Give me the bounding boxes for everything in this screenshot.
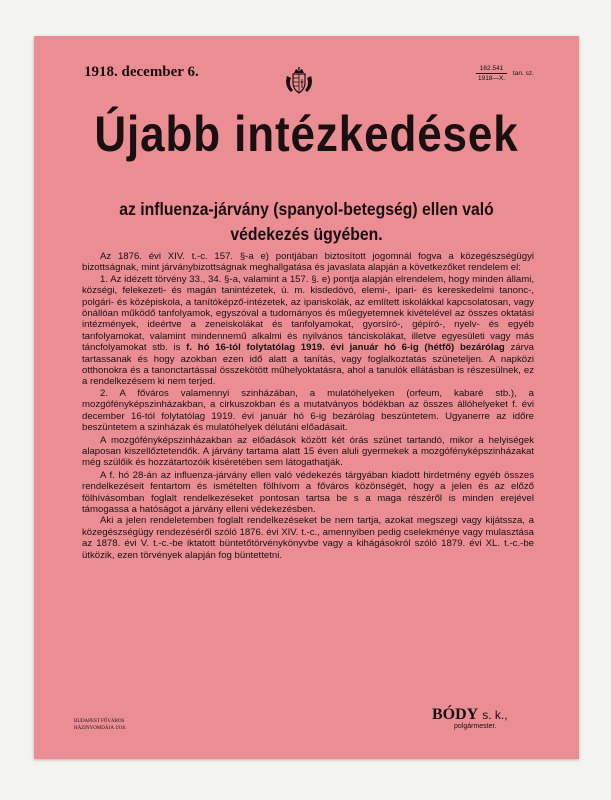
registration-suffix: tan. sz. [512,70,534,77]
printer-line-1: BUDAPEST FŐVÁROS [74,719,125,724]
poster-title: Újabb intézkedések [94,106,519,162]
paragraph-intro: Az 1876. évi XIV. t.-c. 157. §-a e) pontjában biztosított jogomnál fogva a közegészségügyi bizottságnak, mint járványbizottságnak meghallgatása és javaslata alapján a következőket rendelem el: [82,251,534,274]
paragraph-3: A mozgófényképszinházakban az előadások között két órás szünet tartandó, mikor a helyiségek alaposan kiszellőztetendők. A járvány tartama alatt 15 éven aluli gyermekek a mozgófényképszinházakat még szülőik és hozzátartozóik kiséretében sem látogathatják. [82,434,534,469]
subtitle-line-1: az influenza-járvány (spanyol-betegség) ellen való [119,199,494,219]
registration-number-top: 162.541 [476,64,507,74]
poster-subtitle [79,197,534,247]
subtitle-line-2: védekezés ügyében. [230,224,383,244]
signature-name: BÓDY [432,706,479,723]
paragraph-1-text-b: zárva tartassanak és hogy azokban ezen idő alatt a tanítás, vagy foglalkoztatás szüneteljen. A napközi otthonokra és a tanonctartással összekötött műhelyoktatásra, ahol a tanulók ellátásban is részesülnek, ez a rendelkezésem ki nem terjed. [82,342,534,388]
paragraph-1 [82,274,534,388]
signature-block [432,706,508,730]
paragraph-1-text-a: 1. Az idézett törvény 33., 34. §-a, valamint a 157. §. e) pontja alapján elrendelem, hogy minden állami, községi, felekezeti- és magán tanintézetek, ú. m. kisdedóvó, elemi-, ipari- és kereskedelmi tanonc-, polgári- és középiskola, a tanítóképző-intézetek, az ipariskolák, az említett iskolákkal kapcsolatosan, vagy önállóan működő tanfolyamok, egyszóval a tudományos és műegyetemnek kivételével az összes oktatási intézmények, ideértve a zeneiskolákat és tanfolyamokat, gyorsíró-, gépíró-, nyelv- és egyéb tanfolyamokat, valamint mindennemű alkalmi és nyilvános tánciskolákat, illetve egyesületi vagy más táncfolyamokat stb. is [82,273,534,354]
coat-of-arms-icon [284,67,314,95]
poster [34,36,579,759]
paragraph-4: A f. hó 28-án az influenza-járvány ellen való védekezés tárgyában kiadott hirdetmény egyéb összes rendelkezéseit fentartom és ismételten fölhívom a főváros közönségét, hogy a jelen és az előző fölhívásomban foglalt rendelkezéseket pontosan tartsa be s a maga részéről is minden erejével támogassa a hatóságot a járvány elleni védekezésben. [82,469,534,515]
paragraph-5: Aki a jelen rendeletemben foglalt rendelkezéseket be nem tartja, azokat megszegi vagy kijátssza, a közegészségügy rendezéséről szóló 1876. évi XIV. t.-c., amennyiben pedig cselekménye vagy mulasztása az 1878. évi V. t.-c.-be iktatott büntetőtörvénykönyvbe vagy a kihágásokról szóló 1879. évi XL. t.-c.-be ütközik, ezen törvények alapján fog büntettetni. [82,515,534,561]
registration-number [476,64,534,83]
registration-number-bottom: 1918—X. [478,75,506,82]
paragraph-2: 2. A főváros valamennyi szinházában, a mulatóhelyeken (orfeum, kabaré stb.), a mozgófényképszinházakban, a cirkuszokban és a mutatványos bódékban az összes állóhelyeket f. évi december 16-tól folytatólag 1919. évi január hó 6-ig bezárólag beszüntetem. Ugyanerre az időre beszüntetem a szinházak és mulatóhelyek délutáni előadásait. [82,387,534,434]
poster-date: 1918. december 6. [84,64,199,80]
printer-line-2: HÁZINYOMDÁJA 1918. [74,726,127,731]
paragraph-1-bold-period: f. hó 16-tól folytatólag 1919. évi január hó 6-ig (hétfő) bezárólag [186,342,505,354]
signature-role: polgármester. [454,723,497,730]
printer-imprint [74,718,126,732]
signature-suffix: s. k., [482,708,508,722]
decree-body [82,251,534,561]
